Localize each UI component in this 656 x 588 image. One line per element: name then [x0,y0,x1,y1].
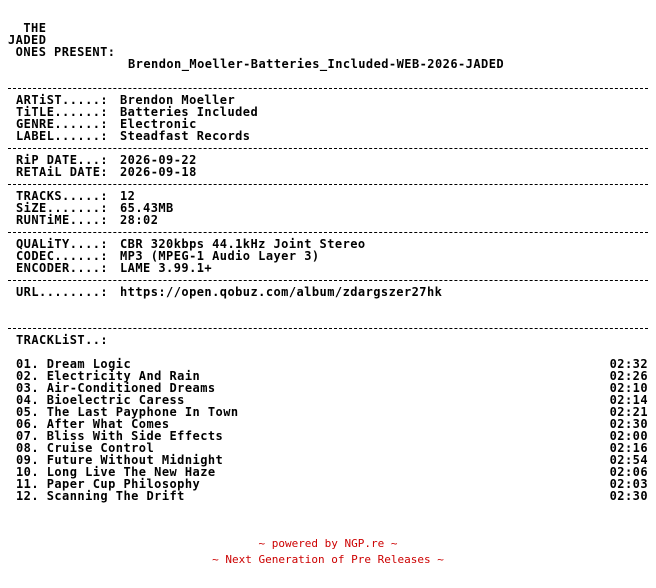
logo-line-3: ONES PRESENT: [8,45,116,59]
track-title: 12. Scanning The Drift [16,489,185,503]
track-title: 04. Bioelectric Caress [16,393,185,407]
release-name: Brendon_Moeller-Batteries_Included-WEB-2026-JADED [128,57,505,71]
date-key: RiP DATE...: [16,153,109,167]
date-row-retail [8,166,648,178]
info-value: Batteries Included [120,105,259,119]
stat-key: SiZE.......: [16,201,109,215]
date-key: RETAiL DATE: [16,165,109,179]
info-key: TiTLE......: [16,105,109,119]
track-title: 10. Long Live The New Haze [16,465,216,479]
track-title: 09. Future Without Midnight [16,453,224,467]
track-time: 02:32 [609,357,648,371]
stat-key: TRACKS.....: [16,189,109,203]
stat-value: 12 [120,189,136,203]
quality-key: QUALiTY....: [16,237,109,251]
track-title: 07. Bliss With Side Effects [16,429,224,443]
track-list [8,358,648,502]
stat-row-runtime [8,214,648,226]
track-title: 01. Dream Logic [16,357,132,371]
date-value: 2026-09-22 [120,153,197,167]
logo-line-2: JADED [8,33,47,47]
track-time: 02:16 [609,441,648,455]
track-title: 06. After What Comes [16,417,170,431]
date-value: 2026-09-18 [120,165,197,179]
stat-key: RUNTiME....: [16,213,109,227]
track-time: 02:14 [609,393,648,407]
info-value: Brendon Moeller [120,93,236,107]
stat-value: 28:02 [120,213,159,227]
footer [0,536,656,568]
track-row [8,490,648,502]
info-key: ARTiST.....: [16,93,109,107]
quality-value: CBR 320kbps 44.1kHz Joint Stereo [120,237,366,251]
url-value: https://open.qobuz.com/album/zdargszer27hk [120,285,443,299]
stat-value: 65.43MB [120,201,174,215]
encoder-row [8,262,648,274]
track-title: 08. Cruise Control [16,441,155,455]
codec-value: MP3 (MPEG-1 Audio Layer 3) [120,249,320,263]
track-time: 02:06 [609,465,648,479]
track-time: 02:26 [609,369,648,383]
nfo-document [8,22,648,502]
encoder-value: LAME 3.99.1+ [120,261,213,275]
track-title: 05. The Last Payphone In Town [16,405,239,419]
track-title: 11. Paper Cup Philosophy [16,477,201,491]
track-time: 02:54 [609,453,648,467]
info-row-label [8,130,648,142]
track-title: 02. Electricity And Rain [16,369,201,383]
url-row [8,286,648,298]
tracklist-title: TRACKLiST..: [16,333,109,347]
encoder-key: ENCODER....: [16,261,109,275]
logo-line-1: THE [8,21,47,35]
track-time: 02:10 [609,381,648,395]
track-time: 02:00 [609,429,648,443]
url-key: URL........: [16,285,109,299]
track-time: 02:30 [609,417,648,431]
track-time: 02:21 [609,405,648,419]
info-key: GENRE......: [16,117,109,131]
footer-powered-by: ~ powered by NGP.re ~ [258,537,398,550]
track-title: 03. Air-Conditioned Dreams [16,381,216,395]
info-value: Electronic [120,117,197,131]
codec-key: CODEC......: [16,249,109,263]
track-time: 02:03 [609,477,648,491]
footer-tagline: ~ Next Generation of Pre Releases ~ [212,553,444,566]
info-value: Steadfast Records [120,129,251,143]
track-time: 02:30 [609,489,648,503]
info-key: LABEL......: [16,129,109,143]
